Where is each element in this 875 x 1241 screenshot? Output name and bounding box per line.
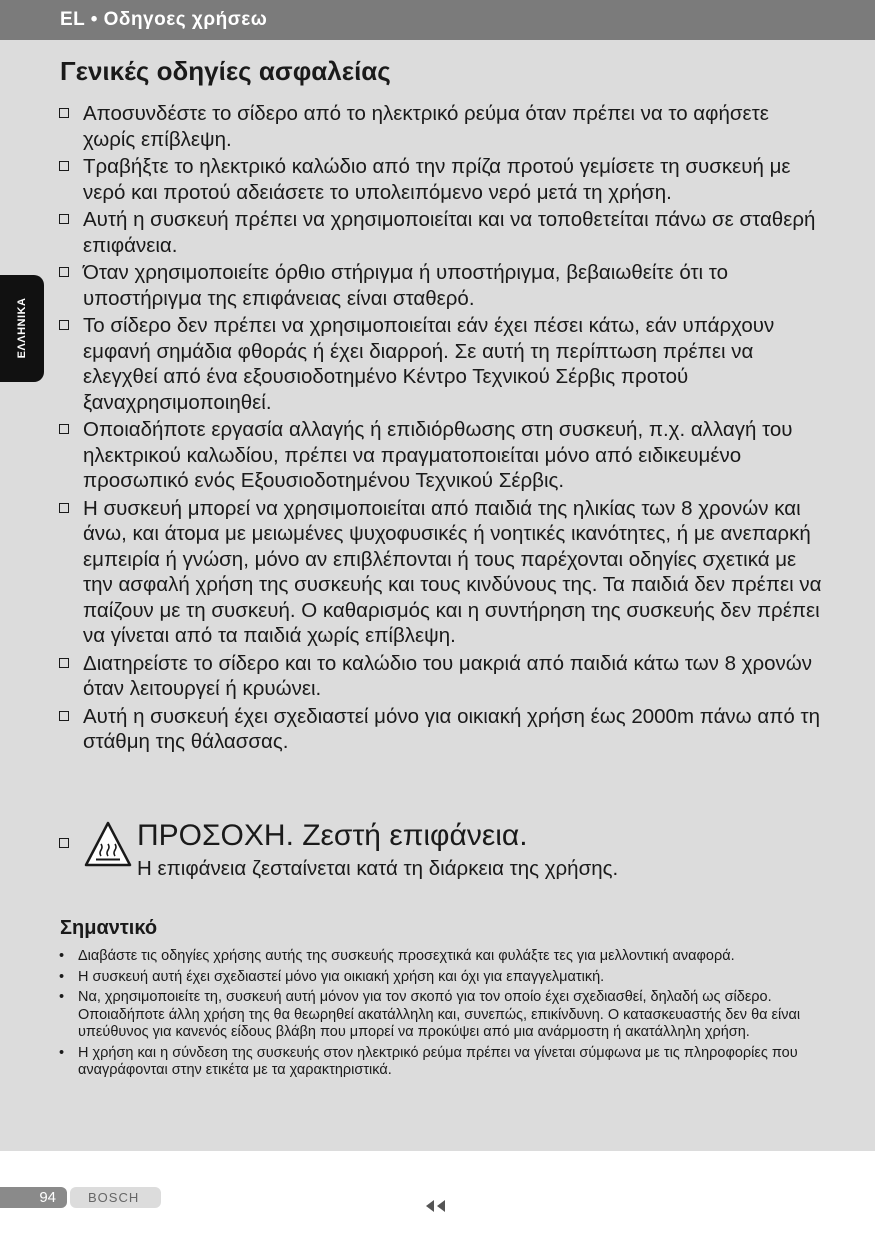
checkbox-bullet-icon bbox=[59, 108, 69, 118]
page-header bbox=[0, 0, 875, 40]
important-note-text: Η χρήση και η σύνδεση της συσκευής στον ηλεκτρικό ρεύμα πρέπει να γίνεται σύμφωνα με τις πληροφορίες που αναγράφονται στην ετικέτα με τα χαρακτηριστικά. bbox=[78, 1044, 798, 1078]
safety-rule bbox=[58, 101, 823, 152]
important-title: Σημαντικό bbox=[60, 917, 158, 939]
checkbox-bullet-icon bbox=[59, 214, 69, 224]
bullet-icon: • bbox=[59, 968, 65, 985]
important-note-text: Να, χρησιμοποιείτε τη, συσκευή αυτή μόνον για τον σκοπό για τον οποίο έχει σχεδιασθεί, δηλαδή ως σίδερο. Οποιαδήποτε άλλη χρήση της θα θεωρηθεί ακατάλληλη και, συνεπώς, επικίνδυνη. Ο κατασκευαστής δεν θα είναι υπεύθυνος για κανενός είδους βλάβη που μπορεί να προκύψει από μια ανάρμοστη ή ακατάλληλη χρήση. bbox=[78, 989, 801, 1040]
header-title: EL • Οδηγοες χρήσεω bbox=[60, 9, 268, 30]
page-number: 94 bbox=[0, 1187, 67, 1208]
safety-rule bbox=[58, 313, 823, 415]
checkbox-bullet-icon bbox=[59, 838, 69, 848]
important-note bbox=[58, 969, 818, 987]
important-note bbox=[58, 1045, 818, 1080]
safety-rule-text: Όταν χρησιμοποιείτε όρθιο στήριγμα ή υποστήριγμα, βεβαιωθείτε ότι το υποστήριγμα της επιφάνειας είναι σταθερό. bbox=[83, 261, 729, 310]
checkbox-bullet-icon bbox=[59, 503, 69, 513]
checkbox-bullet-icon bbox=[59, 658, 69, 668]
caution-title: ΠΡΟΣΟΧΗ. Ζεστή επιφάνεια. bbox=[137, 819, 528, 852]
bullet-icon: • bbox=[59, 948, 65, 964]
hot-surface-caution bbox=[58, 814, 823, 884]
caution-text: Η επιφάνεια ζεσταίνεται κατά τη διάρκεια της χρήσης. bbox=[137, 857, 619, 880]
safety-rule bbox=[58, 154, 823, 205]
important-note bbox=[58, 989, 818, 1042]
bullet-icon: • bbox=[59, 1044, 65, 1061]
important-note bbox=[58, 948, 818, 966]
safety-rule bbox=[58, 651, 823, 702]
checkbox-bullet-icon bbox=[59, 267, 69, 277]
safety-rule bbox=[58, 704, 823, 755]
safety-rule-text: Η συσκευή μπορεί να χρησιμοποιείται από παιδιά της ηλικίας των 8 χρονών και άνω, και άτομα με μειωμένες ψυχοφυσικές ή νοητικές ικανότητες, ή με ανεπαρκή εμπειρία ή γνώση, μόνο αν επιβλέπονται ή τους παρέχονται οδηγίες σχετικά με την ασφαλή χρήση της συσκευής και τους κινδύνους της. Τα παιδιά δεν πρέπει να παίζουν με τη συσκευή. Ο καθαρισμός και η συντήρηση της συσκευής δεν πρέπει να γίνεται από τα παιδιά χωρίς επίβλεψη. bbox=[83, 496, 822, 647]
bullet-icon: • bbox=[59, 989, 65, 1005]
safety-rule bbox=[58, 260, 823, 311]
safety-rule-text: Αποσυνδέστε το σίδερο από το ηλεκτρικό ρεύμα όταν πρέπει να το αφήσετε χωρίς επίβλεψη. bbox=[83, 102, 769, 151]
double-left-arrow-icon[interactable] bbox=[424, 1199, 448, 1213]
language-side-tab bbox=[0, 275, 44, 382]
safety-rule-text: Τραβήξτε το ηλεκτρικό καλώδιο από την πρίζα προτού γεμίσετε τη συσκευή με νερό και προτού αδειάσετε το υπολειπόμενο νερό μετά τη χρήση. bbox=[83, 155, 791, 204]
safety-rule-text: Οποιαδήποτε εργασία αλλαγής ή επιδιόρθωσης στη συσκευή, π.χ. αλλαγή του ηλεκτρικού καλωδίου, πρέπει να πραγματοποιείται μόνο από ειδικευμένο προσωπικό ενός Εξουσιοδοτημένου Τεχνικού Σέρβις. bbox=[83, 418, 793, 492]
safety-rule-text: Το σίδερο δεν πρέπει να χρησιμοποιείται εάν έχει πέσει κάτω, εάν υπάρχουν εμφανή σημάδια φθοράς ή έχει διαρροή. Σε αυτή τη περίπτωση πρέπει να ελεγχθεί από ένα εξουσιοδοτημένο Κέντρο Τεχνικού Σέρβις προτού ξαναχρησιμοποιηθεί. bbox=[83, 314, 775, 414]
safety-rules-list bbox=[58, 101, 823, 757]
safety-rule-text: Διατηρείστε το σίδερο και το καλώδιο του μακριά από παιδιά κάτω των 8 χρονών όταν λειτουργεί ή κρυώνει. bbox=[83, 651, 813, 700]
checkbox-bullet-icon bbox=[59, 320, 69, 330]
safety-rule bbox=[58, 417, 823, 494]
safety-rule-text: Αυτή η συσκευή έχει σχεδιαστεί μόνο για οικιακή χρήση έως 2000m πάνω από τη στάθμη της θάλασσας. bbox=[83, 704, 820, 753]
side-tab-label: ΕΛΛΗΝΙΚΑ bbox=[16, 297, 28, 359]
important-note-text: Η συσκευή αυτή έχει σχεδιαστεί μόνο για οικιακή χρήση και όχι για επαγγελματική. bbox=[78, 968, 605, 985]
checkbox-bullet-icon bbox=[59, 711, 69, 721]
important-notes-list bbox=[58, 948, 818, 1083]
checkbox-bullet-icon bbox=[59, 424, 69, 434]
important-note-text: Διαβάστε τις οδηγίες χρήσης αυτής της συσκευής προσεχτικά και φυλάξτε τες για μελλοντική αναφορά. bbox=[78, 948, 735, 964]
checkbox-bullet-icon bbox=[59, 161, 69, 171]
safety-rule bbox=[58, 496, 823, 649]
brand-label: BOSCH bbox=[70, 1187, 161, 1208]
section-title: Γενικές οδηγίες ασφαλείας bbox=[60, 56, 391, 86]
safety-rule bbox=[58, 207, 823, 258]
hot-surface-warning-icon bbox=[83, 820, 133, 870]
safety-rule-text: Αυτή η συσκευή πρέπει να χρησιμοποιείται και να τοποθετείται πάνω σε σταθερή επιφάνεια. bbox=[83, 208, 816, 257]
